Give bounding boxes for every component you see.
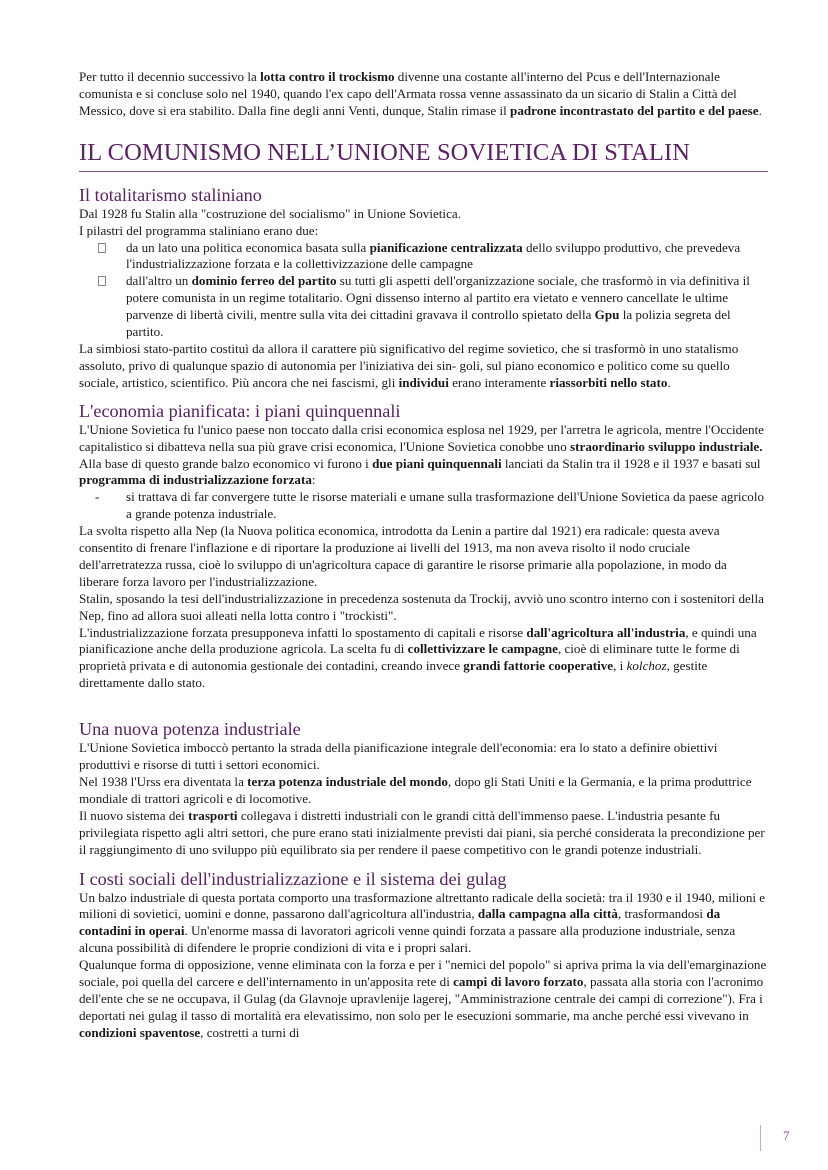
section-title-potenza-industriale: Una nuova potenza industriale: [79, 719, 301, 740]
page-number: 7: [783, 1128, 790, 1143]
list-item: da un lato una politica economica basata sulla pianificazione centralizzata dello sviluppo produttivo, che prevedeva l'industrializzazione forzata e la collettivizzazione delle campagne: [126, 240, 768, 274]
paragraph: Dal 1928 fu Stalin alla "costruzione del socialismo" in Unione Sovietica.: [79, 205, 461, 221]
paragraph: La svolta rispetto alla Nep (la Nuova politica economica, introdotta da Lenin a partire dal 1921) era radicale: questa aveva consentito di frenare l'inflazione e di riportare la produzione ai livelli del 1913, ma non aveva risolto il nodo cruciale dell'arretratezza russa, cioè lo sviluppo di un'agricoltura capace di garantire le risorse primarie alla popolazione, in modo da liberare forza lavoro per l'industrializzazione.: [79, 523, 727, 589]
checkbox-bullet-icon: [98, 243, 106, 253]
paragraph: L'Unione Sovietica fu l'unico paese non toccato dalla crisi economica esplosa nel 1929, per l'arretra le agricola, mentre l'Occidente capitalistico si dibatteva nella sua più grave crisi economica, l'Unione Sovietica conobbe uno straordinario sviluppo industriale.: [79, 421, 764, 454]
section-title-totalitarismo: Il totalitarismo staliniano: [79, 184, 262, 205]
dash-bullet: -: [95, 489, 100, 505]
paragraph: L'Unione Sovietica imboccò pertanto la strada della pianificazione integrale dell'economia: era lo stato a definire obiettivi produttivi e risorse di tutti i settori economici.: [79, 740, 718, 773]
paragraph: L'industrializzazione forzata presupponeva infatti lo spostamento di capitali e risorse dall'agricoltura all'industria, e quindi una pianificazione anche della produzione agricola. La scelta fu di collettivizzare le campagne, cioè di eliminare tutte le forme di proprietà privata e di autonomia gestionale dei contadini, creando invece grandi fattorie cooperative, i kolchoz, gestite direttamente dallo stato.: [79, 624, 757, 691]
list-item: - si trattava di far convergere tutte le risorse materiali e umane sulla trasformazione dell'Unione Sovietica da paese agricolo a grande potenza industriale.: [95, 489, 765, 522]
section-title-economia-pianificata: L'economia pianificata: i piani quinquennali: [79, 400, 401, 421]
page-number-divider: [760, 1125, 761, 1151]
dash-list: [79, 489, 768, 523]
paragraph: Nel 1938 l'Urss era diventata la terza potenza industriale del mondo, dopo gli Stati Uniti e la Germania, e la prima produttrice mondiale di trattori agricoli e di locomotive.: [79, 774, 752, 806]
paragraph: Qualunque forma di opposizione, venne eliminata con la forza e per i "nemici del popolo" si apriva prima la via dell'emarginazione sociale, poi quella del carcere e dell'internamento in un'apposita rete di campi di lavoro forzato, passata alla storia con l'acronimo dell'ente che se ne occupava, il Gulag (da Glavnoje upravlenije lagerej, "Amministrazione centrale dei campi di correzione"). Fra i deportati nei gulag il tasso di mortalità era elevatissimo, non solo per le esecuzioni sommarie, ma anche perché essi vivevano in condizioni spaventose, costretti a turni di: [79, 957, 767, 1040]
chapter-title: IL COMUNISMO NELL’UNIONE SOVIETICA DI STALIN: [79, 138, 768, 172]
checkbox-bullet-icon: [98, 276, 106, 286]
bullet-list: [79, 240, 768, 341]
paragraph: Il nuovo sistema dei trasporti collegava i distretti industriali con le grandi città dell'immenso paese. L'industria pesante fu privilegiata rispetto agli altri settori, che pure erano stati inizialmente previsti dai piani, sia perché considerata la precondizione per il raggiungimento di uno sviluppo più equilibrato sia per rendere il paese competitivo con le grandi potenze industriali.: [79, 807, 765, 857]
section-title-costi-sociali: I costi sociali dell'industrializzazione e il sistema dei gulag: [79, 868, 507, 889]
paragraph: Un balzo industriale di questa portata comporto una trasformazione altrettanto radicale della società: tra il 1930 e il 1940, milioni e milioni di sovietici, uomini e donne, passarono dall'agricoltura all'industria, dalla campagna alla città, trasformandosi da contadini in operai. Un'enorme massa di lavoratori agricoli venne quindi forzata a passare alla produzione industriale, senza alcuna possibilità di difendere le proprie condizioni di vita e i propri salari.: [79, 889, 766, 956]
list-item: dall'altro un dominio ferreo del partito su tutti gli aspetti dell'organizzazione sociale, che trasformò in via definitiva il potere comunista in un regime totalitario. Ogni dissenso interno al partito era vietato e vennero cancellate le ultime parvenze di libertà civili, mentre sulla vita dei cittadini gravava il controllo spietato della Gpu la polizia segreta del partito.: [126, 273, 768, 341]
paragraph: Alla base di questo grande balzo economico vi furono i due piani quinquennali lanciati da Stalin tra il 1928 e il 1937 e basati sul programma di industrializzazione forzata:: [79, 455, 761, 488]
paragraph: I pilastri del programma staliniano erano due:: [79, 222, 319, 238]
intro-paragraph: Per tutto il decennio successivo la lotta contro il trockismo divenne una costante all'interno del Pcus e dell'Internazionale comunista e si concluse solo nel 1940, quando l'ex capo dell'Armata rossa venne assassinato da un sicario di Stalin a Città del Messico, dove si era stabilito. Dalla fine degli anni Venti, dunque, Stalin rimase il padrone incontrastato del partito e del paese.: [79, 69, 762, 118]
paragraph: La simbiosi stato-partito costituì da allora il carattere più significativo del regime sovietico, che si trasformò in uno statalismo assoluto, privo di qualunque spazio di autonomia per l'iniziativa dei sin- goli, sul piano economico e politico come su quello sociale, artistico, scientifico. Più ancora che nei fascismi, gli individui erano interamente riassorbiti nello stato.: [79, 340, 739, 390]
paragraph: Stalin, sposando la tesi dell'industrializzazione in precedenza sostenuta da Trockij, avviò uno scontro interno con i sostenitori della Nep, fino ad allora suoi alleati nella lotta contro i "trockisti".: [79, 590, 764, 623]
